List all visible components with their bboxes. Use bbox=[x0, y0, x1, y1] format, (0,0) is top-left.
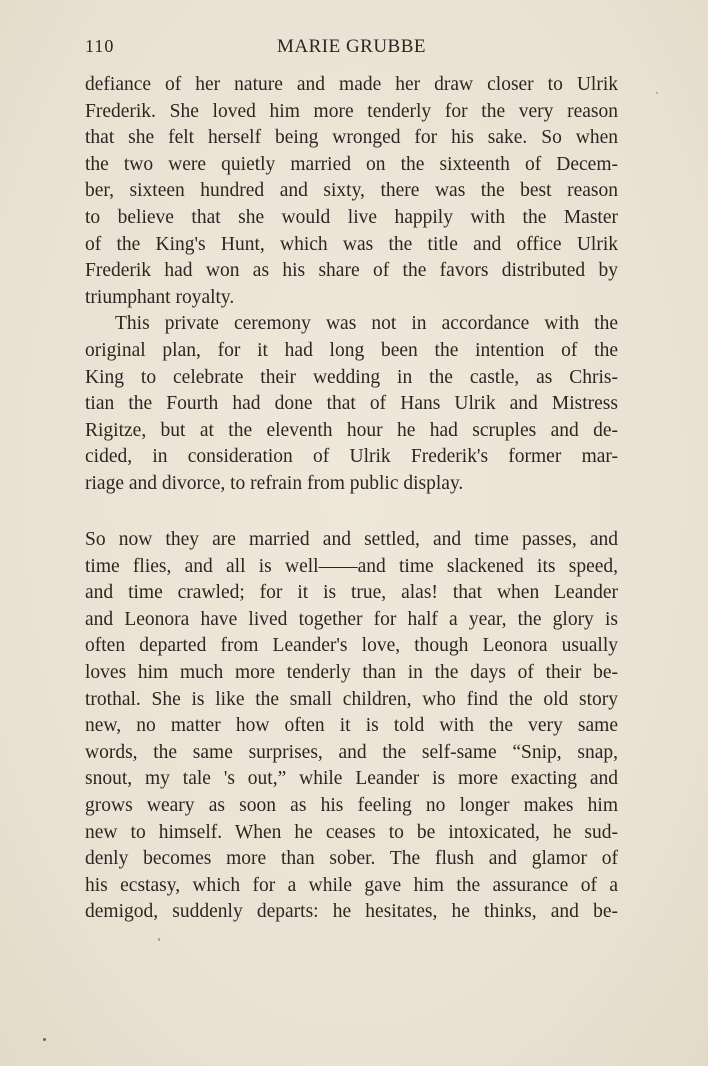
text-line: often departed from Leander's love, though Leonora usually bbox=[85, 635, 618, 657]
text-line: riage and divorce, to refrain from public display. bbox=[85, 472, 464, 494]
text-section-upper bbox=[85, 72, 618, 498]
text-line: This private ceremony was not in accordance with the bbox=[115, 313, 618, 335]
text-line: original plan, for it had long been the intention of the bbox=[85, 339, 618, 361]
text-line: Frederik had won as his share of the favors distributed by bbox=[85, 260, 618, 282]
text-line: and Leonora have lived together for half a year, the glory is bbox=[85, 608, 618, 630]
text-line: his ecstasy, which for a while gave him the assurance of a bbox=[85, 874, 618, 896]
text-line: triumphant royalty. bbox=[85, 286, 235, 308]
text-line: demigod, suddenly departs: he hesitates, he thinks, and be- bbox=[85, 901, 618, 923]
text-line: new to himself. When he ceases to be intoxicated, he sud- bbox=[85, 821, 618, 843]
paper-speck bbox=[43, 1038, 46, 1041]
paper-speck bbox=[656, 92, 658, 94]
text-line: Rigitze, but at the eleventh hour he had scruples and de- bbox=[85, 419, 618, 441]
text-line: So now they are married and settled, and time passes, and bbox=[85, 529, 618, 550]
text-line: loves him much more tenderly than in the days of their be- bbox=[85, 661, 618, 683]
text-line: of the King's Hunt, which was the title and office Ulrik bbox=[85, 233, 618, 255]
text-line: trothal. She is like the small children, who find the old story bbox=[85, 688, 618, 710]
text-line: snout, my tale 's out,” while Leander is more exacting and bbox=[85, 768, 618, 790]
text-section-lower bbox=[85, 527, 618, 926]
text-line: ber, sixteen hundred and sixty, there was the best reason bbox=[85, 180, 618, 202]
paragraph bbox=[85, 527, 618, 926]
text-line: defiance of her nature and made her draw closer to Ulrik bbox=[85, 74, 618, 95]
paragraph bbox=[85, 311, 618, 497]
text-line: grows weary as soon as his feeling no longer makes him bbox=[85, 794, 618, 816]
text-line: cided, in consideration of Ulrik Frederik's former mar- bbox=[85, 446, 618, 468]
text-line: and time crawled; for it is true, alas! that when Leander bbox=[85, 582, 618, 604]
text-line: tian the Fourth had done that of Hans Ulrik and Mistress bbox=[85, 393, 618, 415]
text-line: new, no matter how often it is told with the very same bbox=[85, 715, 618, 737]
running-head-title: MARIE GRUBBE bbox=[276, 36, 427, 57]
paper-speck bbox=[158, 938, 160, 941]
text-line: to believe that she would live happily with the Master bbox=[85, 206, 618, 228]
text-line: words, the same surprises, and the self-same “Snip, snap, bbox=[85, 741, 618, 763]
text-line: that she felt herself being wronged for his sake. So when bbox=[85, 127, 618, 149]
text-line: time flies, and all is well——and time slackened its speed, bbox=[85, 555, 618, 577]
paragraph-continued bbox=[85, 72, 618, 311]
text-line: Frederik. She loved him more tenderly for the very reason bbox=[85, 100, 618, 122]
text-line: denly becomes more than sober. The flush and glamor of bbox=[85, 848, 618, 870]
page-number: 110 bbox=[85, 36, 115, 56]
text-line: the two were quietly married on the sixteenth of Decem- bbox=[85, 153, 618, 175]
page-header bbox=[85, 36, 618, 62]
text-line: King to celebrate their wedding in the castle, as Chris- bbox=[85, 366, 618, 388]
